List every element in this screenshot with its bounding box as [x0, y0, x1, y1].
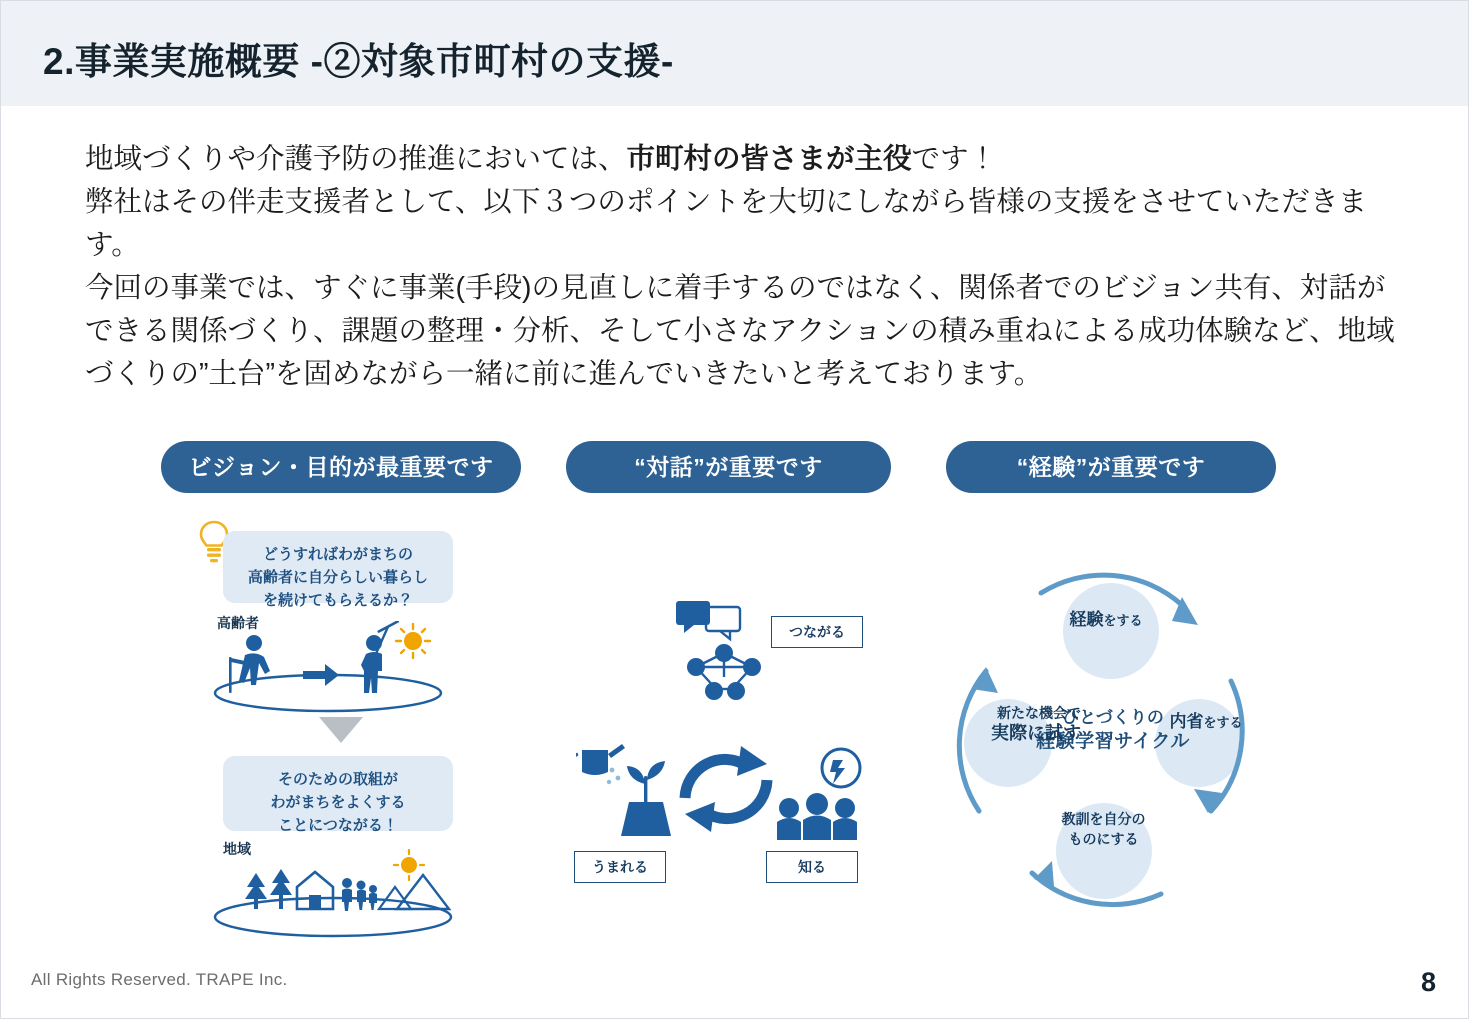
bubble-line: ことにつながる！ — [278, 817, 398, 834]
page-title: 2.事業実施概要 -②対象市町村の支援- — [43, 41, 674, 82]
lead-line3: 今回の事業では、すぐに事業(手段)の見直しに着手するのではなく、関係者でのビジョン共有、対話ができる関係づくり、課題の整理・分析、そして小さなアクションの積み重ねによる成功体験など、地域づくりの”土台”を固めながら一緒に前に進んでいきたいと考えております。 — [85, 272, 1395, 390]
column-dialogue-heading: “対話”が重要です — [566, 441, 891, 493]
cycle-node-reflection — [1151, 711, 1261, 734]
node-suffix: 実際に試す — [991, 723, 1081, 743]
bubble-line: そのための取組が — [277, 771, 398, 788]
column-experience-illustration — [946, 521, 1276, 941]
column-dialogue — [566, 441, 891, 941]
column-vision-heading: ビジョン・目的が最重要です — [161, 441, 521, 493]
three-point-columns — [1, 441, 1468, 941]
slide-header — [1, 1, 1468, 106]
elderly-scene-icon — [201, 621, 456, 721]
tag-tsunagaru: つながる — [771, 616, 863, 648]
label-community: 地域 — [223, 841, 251, 857]
column-experience — [946, 441, 1276, 941]
cycle-center-line1: ひとづくりの — [1062, 708, 1164, 727]
node-suffix: ものにする — [1068, 831, 1139, 847]
down-arrow-icon — [319, 717, 363, 743]
tag-umareru: うまれる — [574, 851, 666, 883]
label-elderly: 高齢者 — [217, 615, 259, 631]
cycle-node-newtry — [941, 703, 1081, 743]
page-number: 8 — [1420, 967, 1436, 997]
node-suffix: をする — [1203, 715, 1243, 730]
lead-paragraph — [85, 138, 1395, 396]
node-main: 内省 — [1169, 712, 1204, 731]
node-suffix: をする — [1103, 613, 1143, 628]
node-main: 教訓を自分の — [1061, 811, 1146, 827]
tag-shiru: 知る — [766, 851, 858, 883]
lead-line1-prefix: 地域づくりや介護予防の推進においては、 — [85, 143, 627, 175]
bubble-line: どうすればわがまちの — [262, 546, 413, 563]
network-icon — [676, 601, 786, 726]
lead-line1-bold: 市町村の皆さまが主役 — [626, 143, 912, 175]
community-scene-icon — [201, 847, 466, 952]
vision-result-bubble — [223, 756, 453, 834]
cycle-node-experience — [1041, 609, 1171, 632]
cycle-arrows-icon — [671, 736, 781, 846]
bubble-line: わがまちをよくする — [270, 794, 406, 811]
bubble-line: を続けてもらえるか？ — [262, 592, 413, 609]
cycle-node-lesson — [1031, 809, 1176, 849]
bubble-line: 高齢者に自分らしい暮らし — [247, 569, 428, 586]
people-idea-icon — [771, 746, 876, 856]
node-main: 経験 — [1069, 610, 1104, 629]
cycle-center-line2: 経験学習サイクル — [1036, 731, 1190, 752]
column-dialogue-illustration — [566, 521, 891, 941]
node-main: 新たな機会で — [997, 705, 1081, 721]
vision-question-bubble — [223, 531, 453, 609]
lead-line2: 弊社はその伴走支援者として、以下３つのポイントを大切にしながら皆様の支援をさせていただきます。 — [85, 186, 1367, 261]
footer-copyright: All Rights Reserved. TRAPE Inc. — [31, 970, 288, 989]
column-experience-heading: “経験”が重要です — [946, 441, 1276, 493]
column-vision-illustration — [161, 521, 521, 941]
lead-line1-suffix: です！ — [911, 143, 998, 175]
column-vision — [161, 441, 521, 941]
